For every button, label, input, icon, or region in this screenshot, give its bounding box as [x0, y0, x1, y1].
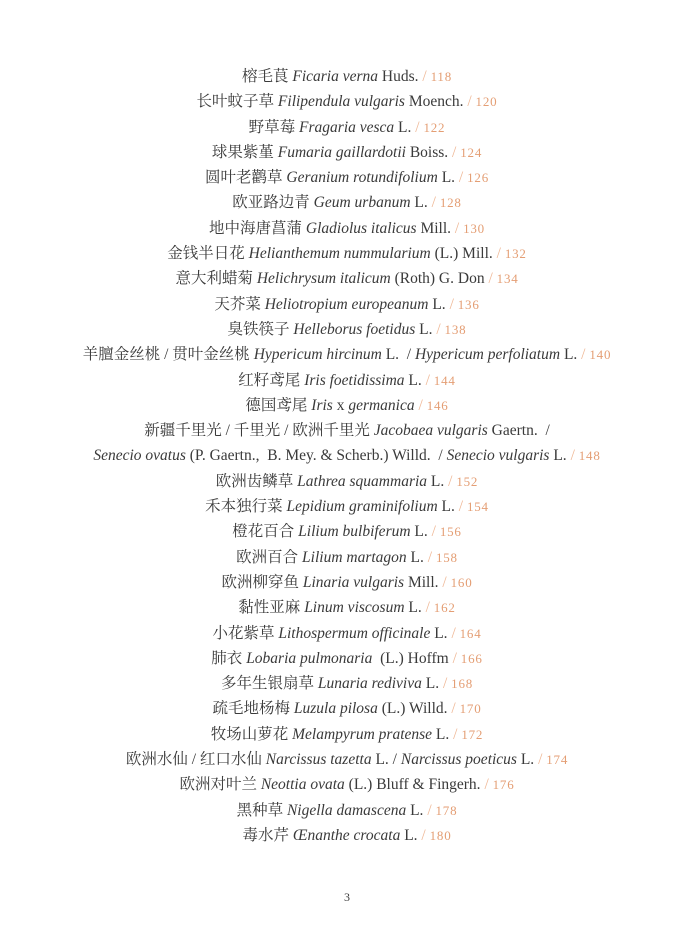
toc-author-text: x — [332, 396, 349, 414]
toc-latin-name: Lunaria rediviva — [317, 675, 422, 693]
toc-entry — [0, 342, 694, 367]
toc-chinese-name: 球果紫堇 — [211, 143, 278, 161]
toc-chinese-name: 多年生银扇草 — [220, 675, 318, 693]
toc-chinese-name: 榕毛茛 — [241, 68, 293, 85]
toc-author-text: L. — [428, 295, 450, 313]
toc-list — [0, 64, 694, 848]
toc-page-number: 134 — [496, 271, 519, 287]
toc-entry — [0, 570, 694, 595]
toc-author-text: (L.) Willd. — [377, 700, 452, 718]
toc-entry — [0, 722, 694, 747]
toc-page-number: 144 — [433, 372, 456, 388]
toc-author-text: L. — [437, 169, 459, 187]
toc-page-number: 130 — [463, 220, 485, 236]
toc-latin-name: germanica — [348, 396, 415, 414]
toc-latin-name: Helichrysum italicum — [256, 270, 391, 288]
toc-page-number: 174 — [546, 752, 569, 768]
toc-chinese-name: 欧洲对叶兰 — [179, 776, 261, 794]
toc-author-text: L. / — [371, 751, 401, 769]
toc-latin-name: Iris foetidissima — [304, 371, 405, 389]
toc-chinese-name: 欧洲水仙 / 红口水仙 — [125, 751, 266, 769]
toc-latin-name: Narcissus tazetta — [265, 751, 372, 769]
toc-author-text: L. — [410, 194, 432, 212]
toc-latin-name: Nigella damascena — [286, 801, 407, 819]
toc-latin-name: Gladiolus italicus — [305, 219, 417, 237]
toc-entry — [0, 494, 694, 519]
toc-entry — [0, 696, 694, 721]
toc-author-text: L. — [421, 675, 443, 693]
toc-author-text: L. — [406, 801, 428, 819]
toc-entry — [0, 165, 694, 190]
toc-entry — [0, 393, 694, 418]
toc-divider-slash: / — [425, 599, 434, 617]
toc-chinese-name: 欧亚路边青 — [232, 194, 314, 212]
toc-page-number: 172 — [461, 726, 484, 742]
toc-divider-slash: / — [570, 447, 579, 465]
toc-page-number: 120 — [475, 94, 498, 110]
toc-author-text: L. — [410, 523, 432, 541]
toc-divider-slash: / — [452, 649, 461, 667]
toc-latin-name: Geum urbanum — [313, 194, 411, 212]
toc-page-number: 136 — [457, 296, 480, 312]
toc-latin-name: Jacobaea vulgaris — [373, 422, 488, 440]
toc-entry — [0, 140, 694, 165]
toc-author-text: (P. Gaertn., B. Mey. & Scherb.) Willd. / — [185, 447, 447, 465]
toc-latin-name: Heliotropium europeanum — [264, 295, 429, 313]
toc-entry — [0, 671, 694, 696]
toc-entry — [0, 469, 694, 494]
footer-page-number: 3 — [344, 890, 350, 904]
toc-author-text: L. — [415, 320, 437, 338]
toc-entry — [0, 216, 694, 241]
toc-divider-slash: / — [442, 573, 451, 591]
toc-entry — [0, 545, 694, 570]
toc-divider-slash: / — [431, 194, 440, 212]
toc-latin-name: Hypericum hircinum — [253, 346, 382, 364]
toc-latin-name: Senecio vulgaris — [446, 447, 550, 465]
toc-author-text: Boiss. — [405, 143, 453, 161]
toc-latin-name: Lathrea squammaria — [297, 472, 428, 490]
toc-chinese-name: 圆叶老鹳草 — [205, 169, 287, 187]
toc-entry — [0, 823, 694, 848]
toc-chinese-name: 疏毛地杨梅 — [212, 700, 294, 718]
toc-entry — [0, 798, 694, 823]
toc-author-text: L. — [560, 346, 582, 364]
toc-latin-name: Œnanthe crocata — [292, 826, 401, 844]
toc-page-number: 160 — [450, 574, 473, 590]
toc-author-text: Huds. — [378, 68, 423, 85]
toc-chinese-name: 毒水芹 — [242, 826, 293, 844]
toc-latin-name: Linum viscosum — [304, 599, 405, 617]
toc-divider-slash: / — [415, 118, 424, 136]
toc-divider-slash: / — [458, 498, 467, 516]
toc-page-number: 132 — [504, 246, 527, 262]
toc-chinese-name: 黏性亚麻 — [238, 599, 305, 617]
toc-latin-name: Lepidium graminifolium — [286, 498, 438, 516]
toc-latin-name: Fumaria gaillardotii — [277, 143, 406, 161]
toc-entry — [0, 519, 694, 544]
toc-latin-name: Helianthemum nummularium — [248, 245, 431, 263]
toc-latin-name: Lithospermum officinale — [278, 624, 431, 642]
toc-entry — [0, 266, 694, 291]
toc-divider-slash: / — [421, 826, 430, 844]
toc-page-number: 118 — [430, 69, 453, 84]
toc-divider-slash: / — [452, 143, 461, 161]
toc-chinese-name: 欧洲百合 — [236, 548, 303, 566]
toc-divider-slash: / — [422, 68, 431, 85]
toc-page-number: 168 — [451, 676, 474, 692]
toc-entry — [0, 595, 694, 620]
toc-latin-name: Ficaria verna — [292, 68, 379, 85]
toc-divider-slash: / — [427, 801, 436, 819]
toc-latin-name: Geranium rotundifolium — [286, 169, 438, 187]
toc-page-number: 156 — [439, 524, 462, 540]
toc-page-number: 146 — [426, 397, 449, 413]
toc-entry — [0, 64, 694, 89]
toc-chinese-name: 长叶蚊子草 — [196, 93, 278, 111]
toc-page-number: 162 — [433, 600, 456, 616]
toc-chinese-name: 欧洲柳穿鱼 — [221, 573, 303, 591]
toc-entry — [0, 621, 694, 646]
toc-entry — [0, 241, 694, 266]
toc-page-number: 138 — [444, 321, 467, 337]
toc-chinese-name: 地中海唐菖蒲 — [209, 219, 306, 237]
toc-divider-slash: / — [418, 396, 427, 414]
toc-chinese-name: 野草莓 — [248, 118, 300, 136]
toc-author-text: L. / — [381, 346, 415, 364]
toc-author-text: L. — [430, 624, 452, 642]
toc-author-text: L. — [427, 472, 449, 490]
toc-chinese-name: 羊膻金丝桃 / 贯叶金丝桃 — [82, 346, 254, 364]
toc-page-number: 164 — [459, 625, 482, 641]
toc-latin-name: Hypericum perfoliatum — [414, 346, 561, 364]
toc-divider-slash: / — [458, 169, 468, 187]
toc-chinese-name: 新疆千里光 / 千里光 / 欧洲千里光 — [144, 422, 374, 440]
toc-chinese-name: 肺衣 — [211, 649, 247, 667]
toc-latin-name: Lilium martagon — [302, 548, 407, 566]
toc-entry — [0, 646, 694, 671]
toc-entry — [0, 317, 694, 342]
page-footer — [0, 890, 694, 905]
toc-page-number: 148 — [578, 448, 601, 464]
toc-page-number: 140 — [589, 347, 612, 363]
toc-page-number: 170 — [459, 701, 482, 717]
toc-divider-slash: / — [581, 346, 590, 364]
toc-divider-slash: / — [451, 700, 460, 718]
toc-latin-name: Neottia ovata — [260, 776, 345, 794]
toc-chinese-name: 金钱半日花 — [167, 245, 249, 263]
toc-author-text: L. — [549, 447, 571, 465]
toc-divider-slash: / — [484, 776, 493, 794]
toc-chinese-name: 臭铁筷子 — [227, 320, 294, 338]
toc-author-text: L. — [400, 826, 422, 844]
toc-latin-name: Narcissus poeticus — [400, 751, 517, 769]
toc-divider-slash: / — [436, 320, 445, 338]
toc-chinese-name: 小花紫草 — [212, 624, 279, 642]
toc-entry — [0, 190, 694, 215]
toc-author-text: L. — [437, 498, 459, 516]
toc-latin-name: Melampyrum pratense — [292, 725, 433, 743]
toc-chinese-name: 牧场山萝花 — [210, 725, 293, 743]
toc-divider-slash: / — [451, 624, 460, 642]
toc-latin-name: Lilium bulbiferum — [298, 523, 411, 541]
toc-page-number: 178 — [435, 802, 458, 818]
toc-page-number: 158 — [435, 549, 458, 565]
toc-entry — [0, 292, 694, 317]
toc-page-number: 166 — [460, 650, 483, 666]
toc-divider-slash: / — [431, 523, 440, 541]
toc-author-text: (L.) Bluff & Fingerh. — [344, 776, 485, 794]
toc-entry — [0, 443, 694, 468]
toc-author-text: Moench. — [404, 93, 468, 111]
toc-entry — [0, 368, 694, 393]
toc-latin-name: Filipendula vulgaris — [277, 93, 405, 111]
toc-author-text: Gaertn. / — [487, 422, 550, 440]
toc-author-text: (L.) Hoffm — [372, 649, 453, 667]
toc-divider-slash: / — [496, 245, 505, 263]
toc-chinese-name: 意大利蜡菊 — [175, 270, 257, 288]
toc-latin-name: Helleborus foetidus — [293, 320, 416, 338]
toc-divider-slash: / — [453, 725, 462, 743]
toc-author-text: L. — [394, 118, 416, 136]
toc-latin-name: Linaria vulgaris — [302, 573, 405, 591]
toc-latin-name: Fragaria vesca — [299, 118, 395, 136]
toc-entry — [0, 115, 694, 140]
toc-page-number: 122 — [423, 119, 446, 135]
toc-author-text: L. — [432, 725, 454, 743]
toc-page-number: 154 — [466, 499, 489, 515]
toc-divider-slash: / — [467, 93, 476, 111]
toc-page-number: 152 — [456, 473, 479, 489]
toc-entry — [0, 747, 694, 772]
toc-author-text: L. — [404, 599, 426, 617]
toc-author-text: (L.) Mill. — [430, 245, 497, 263]
toc-divider-slash: / — [442, 675, 452, 693]
toc-divider-slash: / — [449, 295, 458, 313]
toc-latin-name: Iris — [311, 396, 333, 414]
toc-latin-name: Luzula pilosa — [293, 700, 378, 718]
toc-divider-slash: / — [454, 219, 464, 237]
toc-author-text: L. — [406, 548, 428, 566]
toc-entry — [0, 418, 694, 443]
toc-latin-name: Lobaria pulmonaria — [246, 649, 373, 667]
toc-entry — [0, 772, 694, 797]
toc-divider-slash: / — [488, 270, 497, 288]
toc-page-number: 126 — [467, 170, 489, 186]
toc-chinese-name: 天芥菜 — [214, 295, 265, 313]
toc-latin-name: Senecio ovatus — [93, 447, 186, 465]
toc-divider-slash: / — [427, 548, 436, 566]
toc-chinese-name: 红籽鸢尾 — [238, 371, 305, 389]
toc-entry — [0, 89, 694, 114]
toc-divider-slash: / — [425, 371, 434, 389]
toc-chinese-name: 德国鸢尾 — [245, 396, 312, 414]
toc-page-number: 176 — [492, 777, 515, 793]
toc-author-text: L. — [516, 751, 539, 769]
toc-chinese-name: 禾本独行菜 — [205, 498, 287, 516]
toc-author-text: Mill. — [416, 219, 455, 237]
toc-divider-slash: / — [538, 751, 547, 769]
toc-author-text: Mill. — [404, 573, 443, 591]
toc-page-number: 124 — [460, 144, 483, 160]
toc-page-number: 180 — [429, 827, 452, 843]
toc-divider-slash: / — [448, 472, 457, 490]
toc-author-text: (Roth) G. Don — [390, 270, 489, 288]
toc-chinese-name: 黑种草 — [236, 801, 287, 819]
toc-author-text: L. — [404, 371, 426, 389]
toc-page-number: 128 — [439, 195, 462, 211]
toc-chinese-name: 欧洲齿鳞草 — [215, 472, 298, 490]
toc-chinese-name: 橙花百合 — [232, 523, 299, 541]
